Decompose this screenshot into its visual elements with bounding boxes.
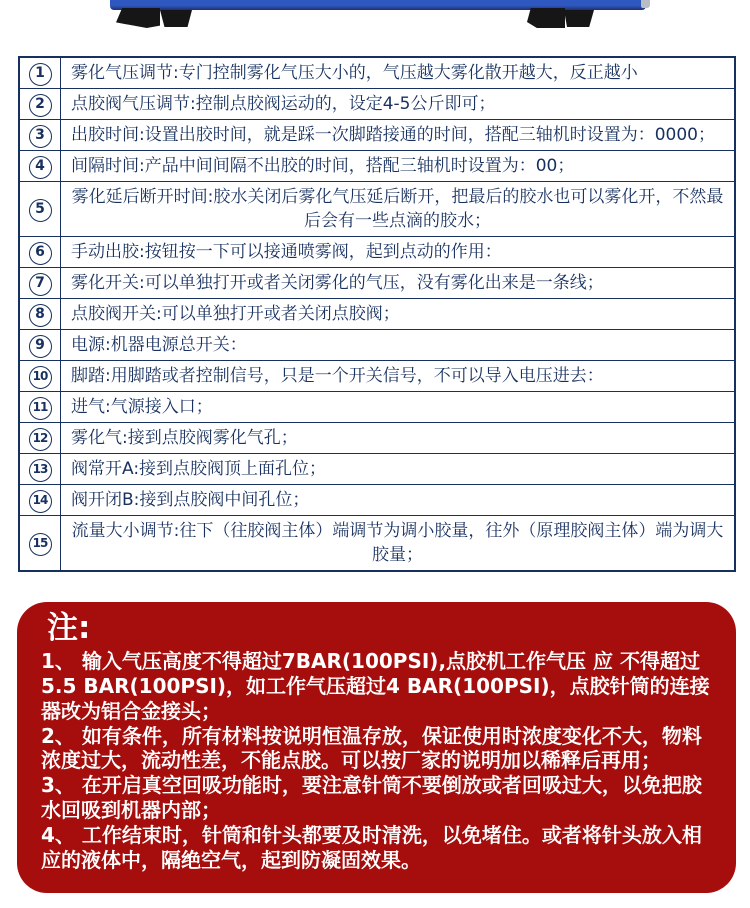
machine-foot: [564, 10, 594, 27]
row-description: 雾化气压调节:专门控制雾化气压大小的，气压越大雾化散开越大，反正越小: [61, 57, 736, 89]
table-row: [19, 182, 735, 237]
note-item: 1、 输入气压高度不得超过7BAR(100PSI),点胶机工作气压 应 不得超过5.5 BAR(100PSI)，如工作气压超过4 BAR(100PSI)，点胶针筒的连接器改为铝合金接头；: [41, 649, 710, 723]
row-number-badge: 14: [29, 490, 52, 513]
machine-foot: [527, 8, 565, 28]
table-row: [19, 237, 735, 268]
row-number-badge: 12: [29, 428, 52, 451]
note-item: 4、 工作结束时，针筒和针头都要及时清洗，以免堵住。或者将针头放入相应的液体中，隔绝空气，起到防凝固效果。: [41, 822, 702, 872]
row-description: 阀常开A:接到点胶阀顶上面孔位；: [61, 454, 736, 485]
row-number-badge: 1: [29, 63, 52, 86]
row-number-badge: 13: [29, 459, 52, 482]
row-number-badge: 7: [29, 273, 52, 296]
table-row: [19, 361, 735, 392]
row-description: 雾化气:接到点胶阀雾化气孔；: [61, 423, 736, 454]
table-row: [19, 423, 735, 454]
row-number-badge: 15: [29, 533, 52, 556]
table-row: [19, 151, 735, 182]
notes-heading: 注:: [47, 610, 91, 646]
control-legend-table: [18, 56, 736, 572]
row-description: 电源:机器电源总开关：: [61, 330, 736, 361]
table-row: [19, 392, 735, 423]
row-description: 进气:气源接入口；: [61, 392, 736, 423]
row-number-badge: 4: [29, 156, 52, 179]
row-description: 阀开闭B:接到点胶阀中间孔位；: [61, 485, 736, 516]
table-row: [19, 89, 735, 120]
note-item: 2、 如有条件，所有材料按说明恒温存放，保证使用时浓度变化不大，物料浓度过大，流动性差，不能点胶。可以按厂家的说明加以稀释后再用；: [41, 723, 702, 773]
row-number-badge: 10: [29, 366, 52, 389]
table-row: [19, 299, 735, 330]
row-description: 脚踏:用脚踏或者控制信号，只是一个开关信号，不可以导入电压进去：: [61, 361, 736, 392]
machine-foot: [160, 10, 192, 27]
table-row: [19, 330, 735, 361]
notes-panel: [17, 602, 736, 893]
row-number-badge: 8: [29, 304, 52, 327]
note-item: 3、 在开启真空回吸功能时，要注意针筒不要倒放或者回吸过大，以免把胶水回吸到机器内部；: [41, 773, 702, 822]
row-description: 手动出胶:按钮按一下可以接通喷雾阀，起到点动的作用：: [61, 237, 736, 268]
dispenser-machine-bottom: [0, 0, 750, 34]
table-row: [19, 268, 735, 299]
table-row: [19, 454, 735, 485]
machine-foot: [116, 8, 160, 28]
row-number-badge: 2: [29, 94, 52, 117]
row-number-badge: 6: [29, 242, 52, 265]
row-description: 间隔时间:产品中间间隔不出胶的时间，搭配三轴机时设置为：00；: [61, 151, 736, 182]
machine-case-bottom-edge: [110, 0, 646, 10]
table-row: [19, 485, 735, 516]
table-row: [19, 57, 735, 89]
row-description: 点胶阀开关:可以单独打开或者关闭点胶阀；: [61, 299, 736, 330]
row-description: 雾化延后断开时间:胶水关闭后雾化气压延后断开，把最后的胶水也可以雾化开，不然最后会有一些点滴的胶水；: [61, 182, 736, 237]
row-description: 流量大小调节:往下（往胶阀主体）端调节为调小胶量，往外（原理胶阀主体）端为调大胶量；: [61, 516, 736, 572]
table-row: [19, 120, 735, 151]
row-description: 出胶时间:设置出胶时间，就是踩一次脚踏接通的时间，搭配三轴机时设置为：0000；: [61, 120, 736, 151]
row-description: 点胶阀气压调节:控制点胶阀运动的，设定4-5公斤即可；: [61, 89, 736, 120]
row-description: 雾化开关:可以单独打开或者关闭雾化的气压，没有雾化出来是一条线；: [61, 268, 736, 299]
row-number-badge: 3: [29, 125, 52, 148]
row-number-badge: 9: [29, 335, 52, 358]
row-number-badge: 5: [29, 199, 52, 222]
table-row: [19, 516, 735, 572]
row-number-badge: 11: [29, 397, 52, 420]
